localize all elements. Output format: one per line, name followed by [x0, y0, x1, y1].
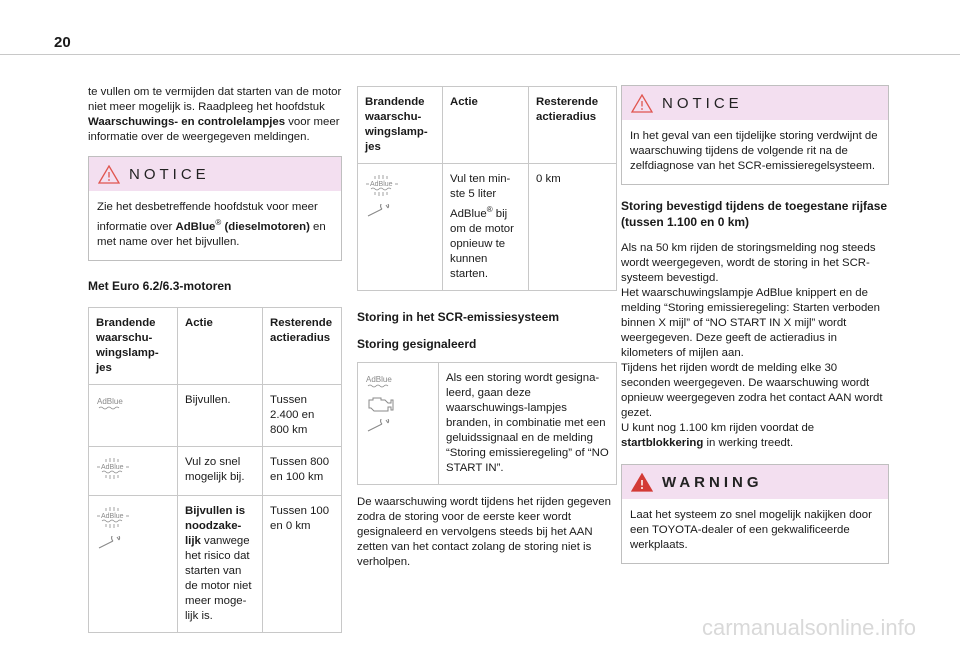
warning-header [622, 464, 888, 499]
warning-triangle-icon [622, 473, 662, 492]
table-cell [443, 164, 529, 291]
notice-text-end: en met name over het bijvullen. [97, 220, 326, 248]
wrench-icon [365, 419, 395, 433]
table-cell-icons [358, 362, 439, 484]
notice-header [622, 85, 888, 120]
table-cell: Bijvullen. [178, 384, 263, 446]
table-cell: Tussen 800 en 100 km [263, 446, 342, 495]
paragraph-line-last [621, 421, 889, 451]
wrench-icon [365, 204, 395, 218]
notice-text: Zie het desbetreffende hoofdstuk voor meer informatie over [97, 201, 318, 233]
page-number: 20 [54, 34, 71, 51]
table-row [89, 384, 342, 446]
warning-lamps-table [88, 307, 342, 633]
paragraph-line: Als na 50 km rijden de storingsmelding nog steeds wordt weergegeven, wordt de storing in het SCR-systeem bevestigd. [621, 242, 876, 284]
table-header: Resterende actieradius [263, 307, 342, 384]
notice-bold: AdBlue [175, 220, 216, 233]
section-heading-euro: Met Euro 6.2/6.3-motoren [88, 278, 232, 293]
engine-icon [365, 395, 395, 413]
notice-body [89, 191, 341, 260]
adblue-text-icon [365, 373, 399, 389]
svg-text:AdBlue: AdBlue [101, 512, 124, 520]
registered-mark: ® [486, 205, 493, 214]
table-header: Resterende actieradius [529, 87, 617, 164]
watermark: carmanualsonline.info [701, 615, 916, 640]
warning-triangle-icon [89, 165, 129, 184]
table-cell-icons [89, 495, 178, 632]
svg-text:AdBlue: AdBlue [97, 396, 123, 406]
paragraph-line: Het waarschuwingslampje AdBlue knippert en de melding “Storing emissieregeling: Starten verboden binnen X mijl” of “NO START IN X mijl” wordt weergegeven. Deze geeft de actieradius in kilometers of mijlen aan. [621, 287, 880, 359]
table-cell: 0 km [529, 164, 617, 291]
notice-header [89, 156, 341, 191]
table-cell: Vul zo snel mogelijk bij. [178, 446, 263, 495]
table-row [358, 164, 617, 291]
action-text: Vul ten min-ste 5 liter AdBlue [450, 173, 511, 220]
column-1 [88, 85, 342, 633]
column-2 [357, 86, 617, 570]
action-rest: vanwege het risico dat starten van de motor niet meer moge-lijk is. [185, 534, 252, 622]
section-heading-scr: Storing in het SCR-emissiesysteem [357, 309, 560, 324]
adblue-flashing-icon [96, 506, 130, 530]
intro-bold: Waarschuwings- en controlelampjes [88, 116, 286, 128]
last-text: U kunt nog 1.100 km rijden voordat de [621, 422, 815, 434]
last-bold: startblokkering [621, 437, 704, 449]
action-text-end: bij om de motor opnieuw te kunnen starten. [450, 207, 514, 280]
table-row [89, 446, 342, 495]
svg-text:AdBlue: AdBlue [101, 463, 124, 471]
warning-box [621, 464, 889, 564]
table-header-row [89, 307, 342, 384]
intro-paragraph [88, 85, 342, 145]
table-header: Brandende waarschu-wingslamp-jes [358, 87, 443, 164]
table-cell: Tussen 2.400 en 800 km [263, 384, 342, 446]
adblue-flashing-icon [96, 457, 130, 481]
paragraph-line: Tijdens het rijden wordt de melding elke 30 seconden weergegeven. De waarschuwing wordt opnieuw weergegeven zodra het contact AAN wordt gezet. [621, 362, 883, 419]
intro-text-end: voor meer informatie over de weergegeven meldingen. [88, 116, 340, 143]
adblue-flashing-icon [365, 174, 399, 198]
warning-triangle-icon [622, 94, 662, 113]
notice-title: NOTICE [662, 94, 743, 112]
column-3 [621, 85, 889, 564]
warning-body: Laat het systeem zo snel mogelijk nakijken door een TOYOTA-dealer of een gekwalificeerde werkplaats. [630, 509, 872, 551]
table-header: Actie [443, 87, 529, 164]
wrench-icon [96, 536, 126, 550]
table-header-row [358, 87, 617, 164]
table-header: Brandende waarschu-wingslamp-jes [89, 307, 178, 384]
warning-lamps-table-continued [357, 86, 617, 291]
table-cell-icons [89, 384, 178, 446]
svg-text:AdBlue: AdBlue [366, 374, 392, 384]
notice-box [88, 156, 342, 261]
table-header: Actie [178, 307, 263, 384]
table-cell-icons [358, 164, 443, 291]
last-end: in werking treedt. [703, 437, 794, 449]
action-bold: Bijvullen is noodzake-lijk [185, 504, 246, 547]
notice-title: NOTICE [129, 165, 210, 183]
notice-bold-2: (dieselmotoren) [221, 220, 310, 233]
registered-mark: ® [215, 218, 222, 227]
section-heading-confirmed: Storing bevestigd tijdens de toegestane rijfase (tussen 1.100 en 0 km) [621, 199, 888, 229]
subheading-fault: Storing gesignaleerd [357, 336, 477, 351]
table-row [89, 495, 342, 632]
table-cell-icons [89, 446, 178, 495]
table-cell: Tussen 100 en 0 km [263, 495, 342, 632]
table-cell: Als een storing wordt gesigna-leerd, gaan deze waarschuwings-lampjes branden, in combinatie met een geluidssignaal en de melding “Storing emissieregeling” of “NO START IN”. [439, 362, 617, 484]
table-cell [178, 495, 263, 632]
notice-body: In het geval van een tijdelijke storing verdwijnt de waarschuwing tijdens de volgende rit na de zelfdiagnose van het SCR-emissieregelsysteem. [630, 130, 878, 172]
adblue-text-icon [96, 395, 130, 411]
svg-text:AdBlue: AdBlue [370, 181, 393, 188]
intro-text: te vullen om te vermijden dat starten van de motor niet meer mogelijk is. Raadpleeg het hoofdstuk [88, 86, 342, 113]
paragraph: De waarschuwing wordt tijdens het rijden gegeven zodra de storing voor de eerste keer wordt gesignaleerd en vervolgens steeds bij het AAN zetten van het contact zolang de storing niet is verholpen. [357, 495, 611, 568]
fault-table [357, 362, 617, 485]
table-row [358, 362, 617, 484]
header-rule [0, 54, 960, 55]
notice-box [621, 85, 889, 185]
warning-title: WARNING [662, 473, 763, 491]
paragraph-block [621, 241, 889, 451]
